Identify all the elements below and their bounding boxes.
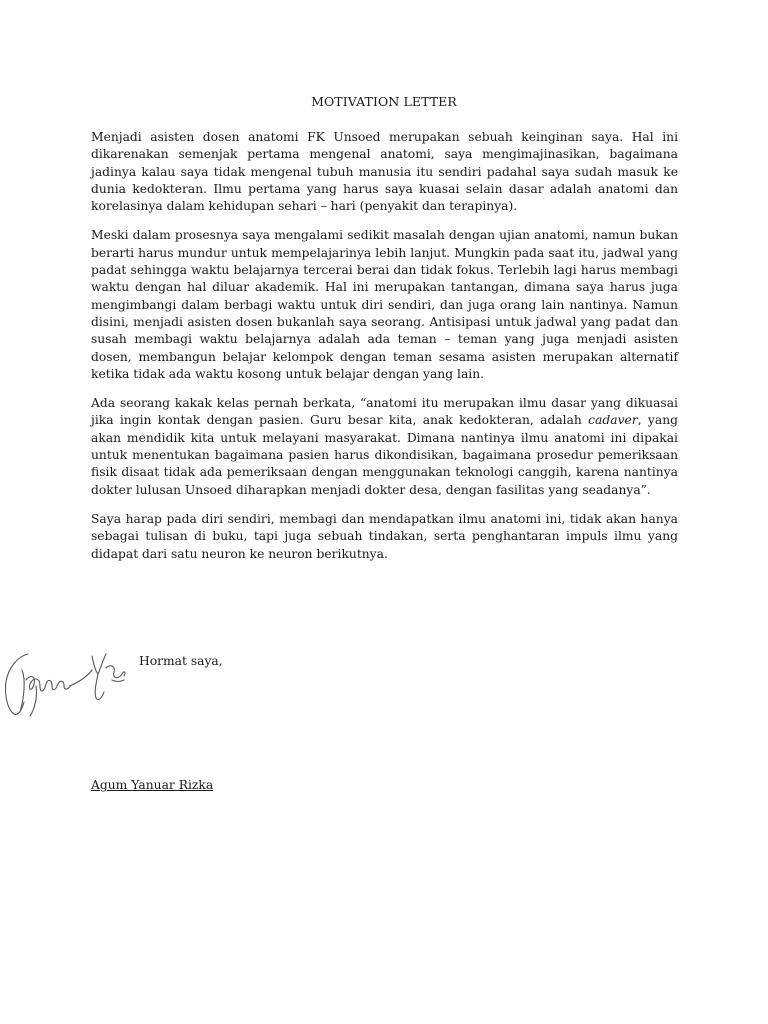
paragraph-3-italic-term: cadaver (588, 413, 638, 428)
paragraph-1: Menjadi asisten dosen anatomi FK Unsoed merupakan sebuah keinginan saya. Hal ini dikarenakan semenjak pertama mengenal anatomi, saya mengimajinasikan, bagaimana jadinya kalau saya tidak mengenal tubuh manusia itu sendiri padahal saya sudah masuk ke dunia kedokteran. Ilmu pertama yang harus saya kuasai selain dasar adalah anatomi dan korelasinya dalam kehidupan sehari – hari (penyakit dan terapinya). (91, 130, 678, 214)
signer-name: Agum Yanuar Rizka (91, 778, 214, 792)
letter-body (91, 129, 678, 575)
paragraph-2: Meski dalam prosesnya saya mengalami sedikit masalah dengan ujian anatomi, namun bukan berarti harus mundur untuk mempelajarinya lebih lanjut. Mungkin pada saat itu, jadwal yang padat sehingga waktu belajarnya tercerai berai dan tidak fokus. Terlebih lagi harus membagi waktu dengan hal diluar akademik. Hal ini merupakan tantangan, dimana saya harus juga mengimbangi dalam berbagi waktu untuk diri sendiri, dan juga orang lain nantinya. Namun disini, menjadi asisten dosen bukanlah saya seorang. Antisipasi untuk jadwal yang padat dan susah membagi waktu belajarnya adalah ada teman – teman yang juga menjadi asisten dosen, membangun belajar kelompok dengan teman sesama asisten merupakan alternatif ketika tidak ada waktu kosong untuk belajar dengan yang lain. (91, 228, 678, 381)
handwritten-signature (0, 640, 135, 720)
paragraph-3 (91, 395, 678, 499)
page-title: MOTIVATION LETTER (311, 94, 457, 109)
paragraph-3-part-1: Ada seorang kakak kelas pernah berkata, “anatomi itu merupakan ilmu dasar yang dikuasai jika ingin kontak dengan pasien. Guru besar kita, anak kedokteran, adalah (91, 396, 678, 428)
paragraph-3-part-2: , yang akan mendidik kita untuk melayani masyarakat. Dimana nantinya ilmu anatomi ini dipakai untuk menentukan bagaimana pasien harus dikondisikan, bagaimana prosedur pemeriksaan fisik disaat tidak ada pemeriksaan dengan menggunakan teknologi canggih, karena nantinya dokter lulusan Unsoed diharapkan menjadi dokter desa, dengan fasilitas yang seadanya”. (91, 413, 678, 497)
paragraph-4: Saya harap pada diri sendiri, membagi dan mendapatkan ilmu anatomi ini, tidak akan hanya sebagai tulisan di buku, tapi juga sebuah tindakan, serta penghantaran impuls ilmu yang didapat dari satu neuron ke neuron berikutnya. (91, 511, 678, 561)
closing-salutation: Hormat saya, (139, 654, 223, 668)
